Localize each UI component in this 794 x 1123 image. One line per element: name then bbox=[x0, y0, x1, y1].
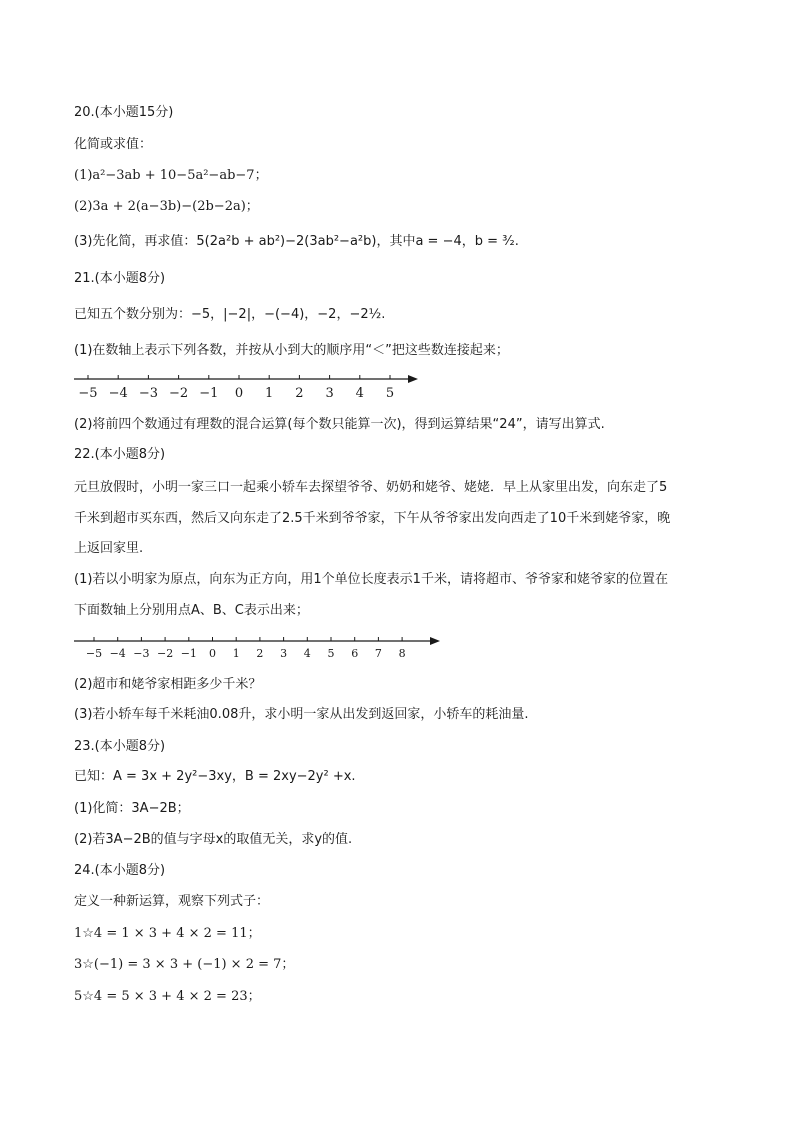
problem-23-part-2: (2)若3A−2B的值与字母x的取值无关，求y的值. bbox=[74, 832, 353, 847]
problem-22-part-1-a: (1)若以小明家为原点，向东为正方向，用1个单位长度表示1千米，请将超市、爷爷家和姥爷家的位置在 bbox=[74, 572, 668, 587]
number-line-1-tick-label: 3 bbox=[325, 386, 334, 401]
problem-24-header: 24.(本小题8分) bbox=[74, 863, 166, 878]
problem-23-header: 23.(本小题8分) bbox=[74, 739, 166, 754]
number-line-1-tick-label: −1 bbox=[199, 386, 219, 401]
number-line-2-tick-label: 8 bbox=[398, 647, 406, 660]
number-line-1-tick-label: 0 bbox=[234, 386, 244, 401]
problem-24-instruction: 定义一种新运算，观察下列式子： bbox=[74, 894, 270, 909]
problem-22-text-3: 上返回家里. bbox=[74, 541, 144, 556]
number-line-1-tick-label: −3 bbox=[138, 386, 158, 401]
number-line-1-tick-label: 5 bbox=[385, 386, 395, 401]
number-line-2-tick-label: 5 bbox=[327, 647, 335, 660]
problem-22-part-2: (2)超市和姥爷家相距多少千米？ bbox=[74, 677, 262, 692]
number-line-2-tick-label: 4 bbox=[303, 647, 311, 660]
number-line-2-tick-label: 3 bbox=[280, 647, 288, 660]
number-line-2-svg bbox=[70, 630, 450, 662]
number-line-2 bbox=[70, 630, 450, 666]
problem-20-part-3: (3)先化简，再求值：5(2a²b + ab²)−2(3ab²−a²b)，其中a = −4，b = ³⁄₂. bbox=[74, 234, 519, 249]
number-line-1-svg bbox=[70, 368, 430, 404]
problem-22-text-1: 元旦放假时，小明一家三口一起乘小轿车去探望爷爷、奶奶和姥爷、姥姥．早上从家里出发，向东走了5 bbox=[74, 480, 668, 495]
number-line-2-tick-label: 7 bbox=[374, 647, 382, 660]
problem-22-part-3: (3)若小轿车每千米耗油0.08升，求小明一家从出发到返回家，小轿车的耗油量. bbox=[74, 707, 529, 722]
problem-20-instruction: 化简或求值： bbox=[74, 137, 153, 152]
problem-23-given: 已知：A = 3x + 2y²−3xy，B = 2xy−2y² +x. bbox=[74, 769, 356, 784]
problem-21-header: 21.(本小题8分) bbox=[74, 271, 166, 286]
problem-20-part-2: (2)3a + 2(a−3b)−(2b−2a)； bbox=[74, 199, 259, 214]
number-line-1-tick-label: −2 bbox=[169, 386, 189, 401]
number-line-2-tick-label: −5 bbox=[85, 647, 103, 660]
problem-22-text-2: 千米到超市买东西，然后又向东走了2.5千米到爷爷家，下午从爷爷家出发向西走了10千米到姥爷家，晚 bbox=[74, 511, 671, 526]
problem-21-statement: 已知五个数分别为：−5，|−2|，−(−4)，−2，−2½. bbox=[74, 307, 386, 322]
number-line-1-arrow bbox=[408, 375, 418, 383]
number-line-2-tick-label: −4 bbox=[109, 647, 126, 660]
problem-24-example-3: 5☆4 = 5 × 3 + 4 × 2 = 23； bbox=[74, 989, 261, 1004]
number-line-2-tick-label: 1 bbox=[232, 647, 240, 660]
problem-20-header: 20.(本小题15分) bbox=[74, 105, 174, 120]
number-line-2-tick-label: −3 bbox=[133, 647, 150, 660]
number-line-1-tick-label: 4 bbox=[355, 386, 364, 401]
number-line-1-tick-label: −4 bbox=[108, 386, 128, 401]
problem-22-header: 22.(本小题8分) bbox=[74, 447, 166, 462]
problem-22-part-1-b: 下面数轴上分别用点A、B、C表示出来； bbox=[74, 603, 309, 618]
number-line-2-tick-label: −2 bbox=[156, 647, 174, 660]
number-line-2-tick-label: 2 bbox=[256, 647, 264, 660]
number-line-2-tick-label: 0 bbox=[209, 647, 216, 660]
number-line-2-tick-label: −1 bbox=[180, 647, 197, 660]
number-line-1-tick-label: 2 bbox=[295, 386, 304, 401]
problem-21-part-1: (1)在数轴上表示下列各数，并按从小到大的顺序用“＜”把这些数连接起来； bbox=[74, 343, 509, 358]
problem-20-part-1: (1)a²−3ab + 10−5a²−ab−7； bbox=[74, 168, 268, 183]
problem-24-example-2: 3☆(−1) = 3 × 3 + (−1) × 2 = 7； bbox=[74, 957, 295, 972]
number-line-2-arrow bbox=[430, 637, 440, 645]
number-line-1-tick-label: 1 bbox=[265, 386, 274, 401]
number-line-1-tick-label: −5 bbox=[78, 386, 98, 401]
problem-21-part-2: (2)将前四个数通过有理数的混合运算(每个数只能算一次)，得到运算结果“24”，请写出算式. bbox=[74, 417, 605, 432]
number-line-1 bbox=[70, 368, 430, 408]
problem-23-part-1: (1)化简：3A−2B； bbox=[74, 801, 190, 816]
number-line-2-tick-label: 6 bbox=[351, 647, 359, 660]
problem-24-example-1: 1☆4 = 1 × 3 + 4 × 2 = 11； bbox=[74, 926, 261, 941]
